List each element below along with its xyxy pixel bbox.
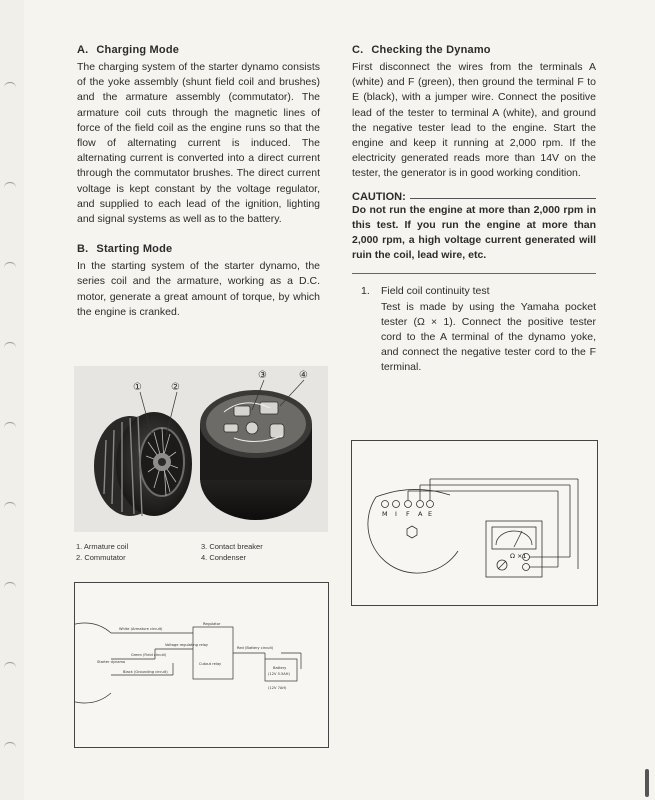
starting-mode-text: In the starting system of the starter dynamo, the series coil and the armature, working as a D.C. motor, generate a great amount of torque, by which the engine is cranked. [77,260,320,318]
heading-title: Starting Mode [96,243,173,256]
list-item [352,284,596,375]
caution-rule [410,198,596,199]
callout-4: ④ [299,370,308,381]
label-cutout: Cutout relay [199,662,222,666]
caption-contact-breaker: 3. Contact breaker [201,542,263,551]
photo-caption-left [76,541,128,563]
terminal-a: A [418,510,423,518]
callout-2: ② [171,382,180,393]
margin-mark [4,582,16,593]
checking-dynamo-text: First disconnect the wires from the terminals A (white) and F (green), then ground the terminal F to E (black), with a jumper wire. Connect the positive lead of the tester to terminal A (white), and ground the negative tester lead to the engine. Start the engine and keep it running at 2,000 rpm. If the electricity generated reads more than 14V on the tester, the generator is in good working condition. [352,61,596,180]
list-item-title: Field coil continuity test [381,285,490,298]
margin-mark [4,182,16,193]
list-item-text: Test is made by using the Yamaha pocket tester (Ω × 1). Connect the positive tester cord to the A terminal of the dynamo yoke, and connect the negative tester cord to the F terminal. [381,300,596,374]
margin-mark [4,662,16,673]
wiring-diagram-box [74,582,329,748]
margin-mark [4,422,16,433]
label-voltage-relay: Voltage regulating relay [165,643,209,647]
terminal-e: E [428,510,433,518]
heading-letter: C. [352,44,364,56]
caution-text: Do not run the engine at more than 2,000 rpm in this test. If you run the engine at more than 2,000 rpm, a high voltage current generated will ruin the coil, lead wire, etc. [352,203,596,262]
charging-mode-heading [77,44,320,56]
dynamo-housing-drawing [200,390,312,520]
callout-3: ③ [258,370,267,381]
photo-caption-right [201,541,263,563]
heading-letter: A. [77,44,89,56]
label-battery-spec1: (12V 5.5AH) [268,672,290,676]
heading-title: Checking the Dynamo [371,44,491,56]
margin-mark [4,82,16,93]
section-divider [352,273,596,274]
checking-dynamo-heading [352,44,596,56]
terminal-i: I [395,510,397,518]
armature-coil-drawing [94,412,192,516]
dynamo-photo [74,366,328,532]
label-white: White (Armature circuit) [119,627,163,631]
dynamo-test-diagram [352,441,597,605]
label-starter: Starter dynamo [97,660,126,664]
label-green: Green (Field circuit) [131,653,167,657]
list-item-body [381,284,596,375]
caution-heading [352,191,596,203]
margin-mark [4,262,16,273]
heading-letter: B. [77,243,89,256]
caution-label: CAUTION: [352,190,406,203]
margin-mark [4,342,16,353]
dynamo-photo-drawing [74,366,328,532]
label-black: Black (Grounding circuit) [123,670,168,674]
dynamo-test-diagram-box [351,440,598,606]
scrollbar-thumb[interactable] [645,769,649,797]
margin-mark [4,742,16,753]
heading-title: Charging Mode [96,44,180,56]
wiring-diagram [75,583,328,747]
label-battery: Battery [273,666,287,670]
charging-mode-text: The charging system of the starter dynamo consists of the yoke assembly (shunt field coil and brushes) and the armature assembly (commutator). The armature coil cuts through the magnetic lines of force of the field coil as the engine runs so that the flow of alternating current is induced. The alternating current is converted into a direct current through the commutator brushes. The direct current voltage is kept constant by the voltage regulator, and supplied to each lead of the ignition, lighting and signal systems as well as to the battery. [77,61,320,226]
left-column [77,44,320,320]
label-battery-spec2: (12V 7AH) [268,686,287,690]
starting-mode-heading [77,243,320,255]
list-number: 1. [361,285,370,298]
label-red: Red (Battery circuit) [237,646,274,650]
page-margin [0,0,24,800]
margin-mark [4,502,16,513]
caption-commutator: 2. Commutator [76,553,126,562]
right-column [352,44,596,376]
caption-condenser: 4. Condenser [201,553,247,562]
terminal-m: M [382,510,388,518]
terminal-f: F [406,510,410,518]
meter-range-label: Ω ×1 [510,552,527,560]
caption-armature-coil: 1. Armature coil [76,542,129,551]
callout-1: ① [133,382,142,393]
label-regulator: Regulator [203,622,221,626]
